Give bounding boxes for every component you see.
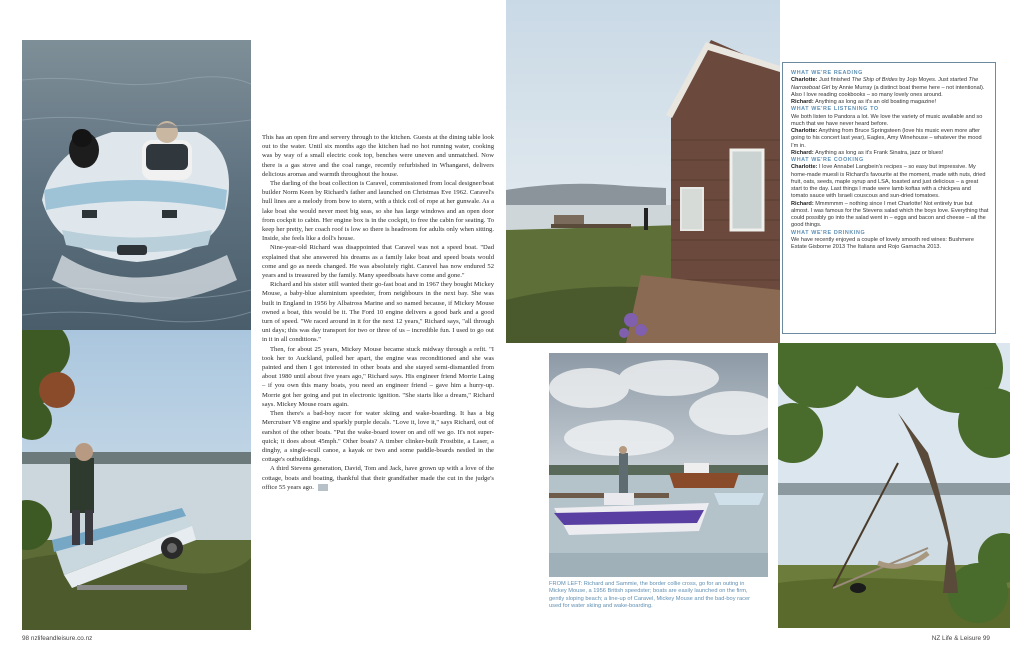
- sidebar-entry: [791, 164, 989, 200]
- boats-lineup-photo: [549, 353, 768, 577]
- boat-on-trailer-photo: [22, 330, 251, 630]
- sidebar-heading-cooking: WHAT WE'RE COOKING: [791, 157, 864, 163]
- entry-text: I love Annabel Langbein's recipes – so easy but impressive. My home-made muesli is Richard's favourite at the moment, made with nuts, dried fruit, oats, seeds, maple syrup and LSA, toasted and just delicious – a great start to the day. Last things I made were lamb koftas with a chickpea and tomato sauce with Israeli couscous and sun-dried tomatoes.: [791, 164, 986, 200]
- article-body: [262, 133, 494, 492]
- book-title: The Ship of Brides: [851, 77, 898, 84]
- speaker-name: Richard:: [791, 99, 814, 105]
- article-paragraph: Nine-year-old Richard was disappointed that Caravel was not a speed boat. "Dad explained that she answered his dreams as a family lake boat and speed boats would come and go as needs changed. He was absolutely right. Caravel has now endured 52 years and is treasured by the family. Many speedboats have come and gone.": [262, 244, 494, 280]
- entry-text: by Annie Murray (a distinct boat theme here – not intentional). Also I love reading cookbooks – so many lovely ones around.: [791, 84, 985, 98]
- article-paragraph: Then there's a bad-boy racer for water skiing and wake-boarding. It has a big Mercruiser V8 engine and sparkly purple decals. "Love it, love it," says Richard, out of earshot of the other boats. "Put the wake-board tower on and off we go. It's not super-quick; it does about 45mph." Other boats? A timber clinker-built Frostbite, a Laser, a dinghy, a single-scull canoe, a kayak or two and some paddle-boards nestled in the cottage's outbuildings.: [262, 410, 494, 464]
- article-paragraph-last: [262, 464, 494, 492]
- entry-text: Anything as long as it's an old boating magazine!: [813, 99, 937, 105]
- speaker-name: Charlotte:: [791, 77, 818, 84]
- speaker-name: Richard:: [791, 149, 814, 156]
- entry-text: Just finished: [817, 77, 852, 84]
- entry-text: Mmmmmm – nothing since I met Charlotte! Not entirely true but almost. I was famous for the Stevens salad which the boys love. Everything that could possibly go into the salad went in – eggs and bacon and cheese – all the good things.: [791, 200, 989, 229]
- article-paragraph-text: A third Stevens generation, David, Tom and Jack, have grown up with a love of the cottage, boats and boating, thankful that their grandfather made the cut in the judge's office 55 years ago.: [262, 465, 494, 491]
- speaker-name: Charlotte:: [791, 164, 818, 171]
- hammock-tree-photo: [778, 343, 1010, 628]
- photo-caption: FROM LEFT: Richard and Sammie, the border collie cross, go for an outing in Mickey Mouse, a 1956 British speedster; boats are easily launched on the firm, gently sloping beach; a line-up of Caravel, Mickey Mouse and the bad-boy racer used for water skiing and wake-boarding.: [549, 581, 751, 610]
- favourites-sidebar: [782, 62, 996, 334]
- sidebar-heading-listening: WHAT WE'RE LISTENING TO: [791, 106, 879, 113]
- article-paragraph: Then, for about 25 years, Mickey Mouse became stuck midway through a refit. "I took her to Auckland, pulled her apart, the engine was reconditioned and she was painted and then I got interested in other boats and she stayed semi-dismantled from about 1980 until about five years ago," Richard says. His engineer friend Morrie Laing – if you own this many boats, you need an engineer friend – gave him a hurry-up. Morrie got her going and put in electronic ignition. "She starts like a dream," Richard says. Mickey Mouse roars again.: [262, 345, 494, 408]
- sidebar-entry: [791, 128, 989, 150]
- article-paragraph: This has an open fire and servery through to the kitchen. Guests at the dining table look out to the water. Until six months ago the kitchen had no hot running water, cooking was by way of a small electric cook top, benches were uneven and unmatched. Now there is a gas stove and the coal range, recently refurbished in Whangarei, delivers delicious aromas and warmth throughout the house.: [262, 134, 494, 178]
- sidebar-entry: [791, 150, 989, 157]
- sidebar-entry: We have recently enjoyed a couple of lovely smooth red wines: Bushmere Estate Gisborne 2013 The Italians and Rojo Garnacha 2013.: [791, 236, 975, 250]
- article-paragraph: Richard and his sister still wanted their go-fast boat and in 1967 they bought Mickey Mouse, a baby-blue aluminium speedster, from neighbours in the next bay. She was built in England in 1956 by Albatross Marine and so named because, if Mickey Mouse owned a boat, this would be it. The Ford 10 engine delivers a good bark and a good turn of speed. "We raced around in it for the next 12 years," Richard says, "all through uni days; this was day transport for two or three of us – incredible fun. I used to go out in it in all conditions.": [262, 281, 494, 344]
- speedboat-with-dog-photo: [22, 40, 251, 330]
- sidebar-entry: [791, 201, 989, 230]
- book-title: The Narrowboat Girl: [791, 77, 979, 91]
- sidebar-entry: [791, 77, 989, 99]
- entry-text: Anything from Bruce Springsteen (love his music even more after going to his concert last year), Eagles, Amy Winehouse – whatever the mood I'm in.: [791, 128, 982, 149]
- sidebar-entry: We both listen to Pandora a lot. We love the variety of music available and so much that we have never heard before.: [791, 113, 983, 127]
- page-number-left: 98 nzlifeandleisure.co.nz: [22, 635, 93, 642]
- speaker-name: Richard:: [791, 200, 814, 207]
- sidebar-heading-drinking: WHAT WE'RE DRINKING: [791, 229, 866, 236]
- speaker-name: Charlotte:: [791, 128, 818, 134]
- entry-text: Anything as long as it's Frank Sinatra, jazz or blues!: [813, 149, 944, 156]
- end-mark-icon: [318, 484, 328, 491]
- sidebar-entry: [791, 99, 989, 106]
- sidebar-heading-reading: WHAT WE'RE READING: [791, 70, 863, 76]
- page-number-right: NZ Life & Leisure 99: [931, 635, 990, 642]
- entry-text: by Jojo Moyes. Just started: [897, 77, 969, 84]
- lakeside-cottage-photo: [506, 0, 780, 343]
- article-paragraph: The darling of the boat collection is Caravel, commissioned from local designer/boat builder Norm Keen by Richard's father and launched on Christmas Eve 1962. Caravel's hull lines are a melody from bow to stern, with a thick coil of rope at her gunwale. As a lake boat she would never meet big seas, so she has large windows and an open door from cockpit to cabin. Her engine box is in the cockpit, to free the cabin for seating. To keep her pretty, her coach roof is low so there is headroom for adults only when sitting. Inside, she feels like a doll's house.: [262, 180, 494, 243]
